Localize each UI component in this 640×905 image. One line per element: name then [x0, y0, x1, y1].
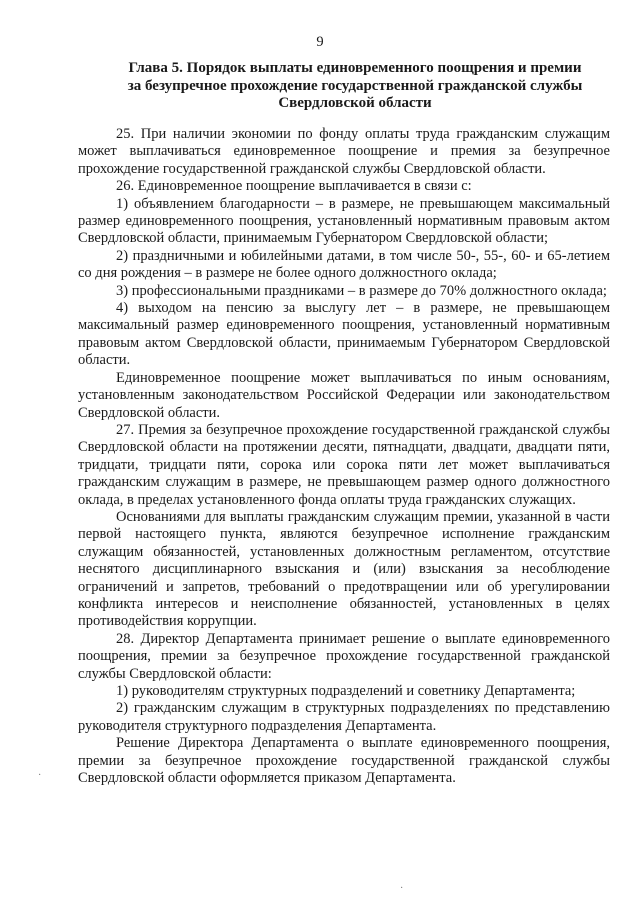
paragraph-26-other-grounds: Единовременное поощрение может выплачиваться по иным основаниям, установленным законодательством Российской Федерации или законодательством Свердловской области. — [78, 369, 610, 421]
chapter-title-line-3: Свердловской области — [278, 95, 432, 111]
paragraph-26-item-4: 4) выходом на пенсию за выслугу лет – в размере, не превышающем максимальный размер единовременного поощрения, установленный нормативным правовым актом Свердловской области, принимаемым Губернатором Свердловской области. — [78, 300, 610, 369]
paragraph-27: 27. Премия за безупречное прохождение государственной гражданской службы Свердловской области на протяжении десяти, пятнадцати, двадцати, двадцати пяти, тридцати, тридцати пяти, сорока или сорока пяти лет может выплачиваться гражданским служащим в размере, не превышающем размер одного должностного оклада, в пределах установленного фонда оплаты труда гражданских служащих. — [78, 421, 610, 508]
paragraph-28-item-1: 1) руководителям структурных подразделений и советнику Департамента; — [116, 683, 576, 699]
paragraph-28-decision: Решение Директора Департамента о выплате единовременного поощрения, премии за безупречное прохождение государственной гражданской службы Свердловской области оформляется приказом Департамента. — [78, 735, 610, 787]
paragraph-28: 28. Директор Департамента принимает решение о выплате единовременного поощрения, премии за безупречное прохождение государственной гражданской службы Свердловской области: — [78, 630, 610, 682]
chapter-title — [95, 60, 615, 113]
paragraph-28-item-2: 2) гражданским служащим в структурных подразделениях по представлению руководителя структурного подразделения Департамента. — [78, 700, 610, 734]
paragraph-26-item-3: 3) профессиональными праздниками – в размере до 70% должностного оклада; — [116, 282, 607, 299]
scan-dot-left: · — [38, 770, 42, 781]
chapter-title-line-2: за безупречное прохождение государственной гражданской службы — [127, 77, 583, 94]
document-body — [78, 126, 610, 787]
paragraph-25: 25. При наличии экономии по фонду оплаты труда гражданским служащим может выплачиваться единовременное поощрение и премия за безупречное прохождение государственной гражданской службы Свердловской области. — [78, 126, 610, 177]
paragraph-26-item-2: 2) праздничными и юбилейными датами, в том числе 50-, 55-, 60- и 65-летием со дня рождения – в размере не более одного должностного оклада; — [78, 247, 610, 282]
paragraph-27-grounds: Основаниями для выплаты гражданским служащим премии, указанной в части первой настоящего пункта, являются безупречное исполнение гражданским служащим обязанностей, установленных должностным регламентом, отсутствие неснятого дисциплинарного взыскания и (или) взыскания за несоблюдение ограничений и запретов, требований о предотвращении или об урегулировании конфликта интересов и неисполнение обязанностей, установленных в целях противодействия коррупции. — [78, 508, 610, 630]
paragraph-26-item-1: 1) объявлением благодарности – в размере, не превышающем максимальный размер единовременного поощрения, установленный нормативным правовым актом Свердловской области, принимаемым Губернатором Свердловской области; — [78, 195, 610, 247]
paragraph-26: 26. Единовременное поощрение выплачивается в связи с: — [116, 178, 472, 195]
page-number: 9 — [316, 34, 324, 50]
scan-dot-bottom: · — [400, 883, 404, 894]
chapter-title-line-1: Глава 5. Порядок выплаты единовременного поощрения и премии — [128, 60, 582, 76]
